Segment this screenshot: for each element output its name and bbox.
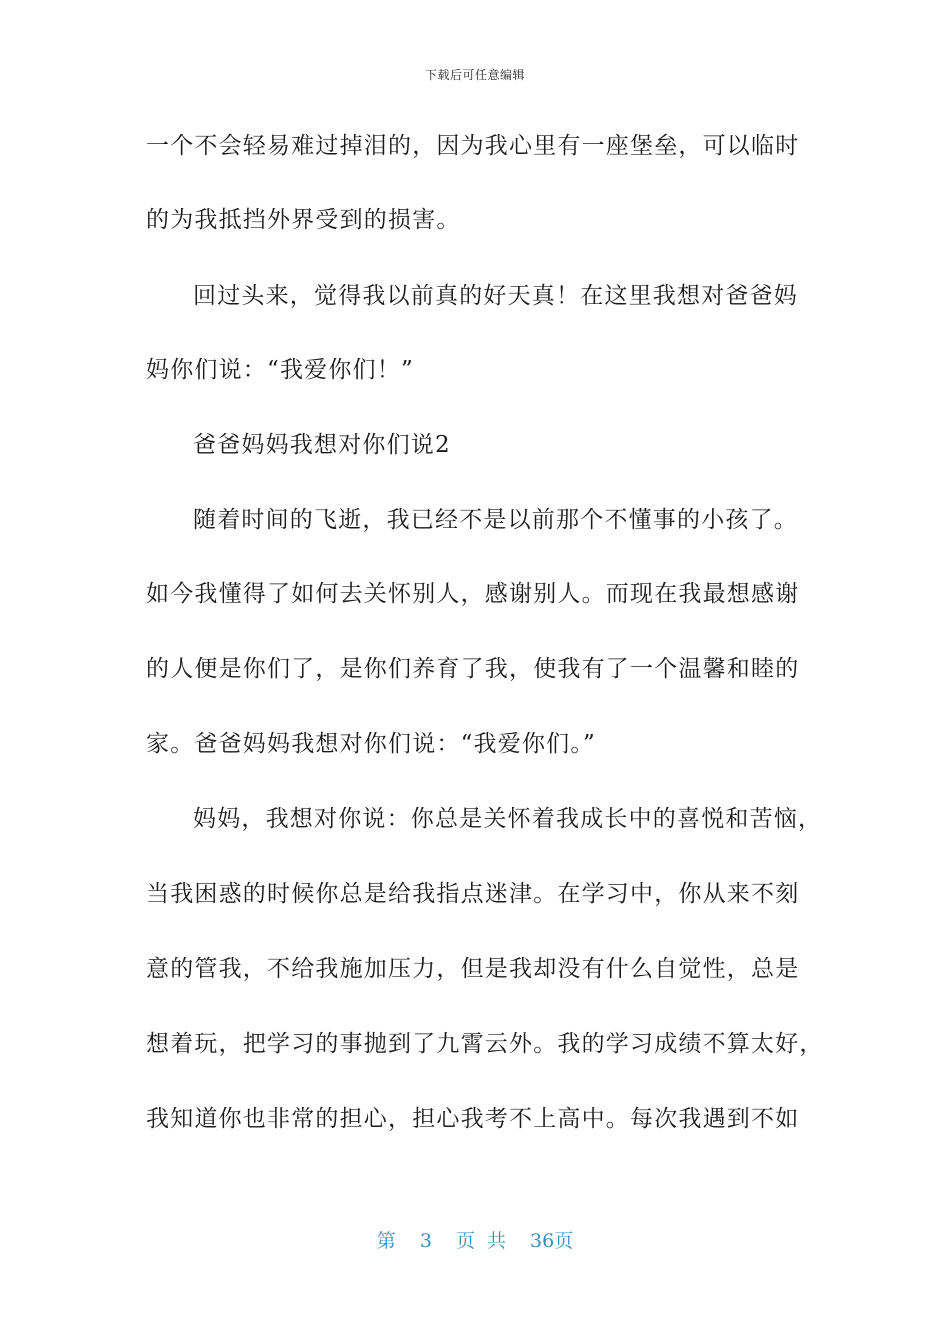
body-line: 的为我抵挡外界受到的损害。	[146, 207, 461, 233]
body-line: 如今我懂得了如何去关怀别人，感谢别人。而现在我最想感谢	[146, 581, 800, 607]
page-footer	[0, 1226, 950, 1253]
body-line: 回过头来，觉得我以前真的好天真！在这里我想对爸爸妈	[193, 283, 798, 309]
body-line: 我知道你也非常的担心，担心我考不上高中。每次我遇到不如	[146, 1106, 800, 1132]
body-line: 妈你们说：“我爱你们！”	[146, 357, 414, 383]
body-line: 家。爸爸妈妈我想对你们说：“我爱你们。”	[146, 731, 597, 757]
footer-prefix: 第	[376, 1230, 396, 1252]
section-title: 爸爸妈妈我想对你们说2	[193, 432, 451, 458]
footer-page-number: 3	[419, 1230, 432, 1252]
body-line: 当我困惑的时候你总是给我指点迷津。在学习中，你从来不刻	[146, 881, 800, 907]
body-line: 意的管我，不给我施加压力，但是我却没有什么自觉性，总是	[146, 956, 800, 982]
footer-total-pages: 36页	[530, 1230, 574, 1252]
footer-middle: 页 共	[455, 1230, 506, 1252]
body-line: 想着玩，把学习的事抛到了九霄云外。我的学习成绩不算太好，	[146, 1031, 824, 1057]
body-line: 随着时间的飞逝，我已经不是以前那个不懂事的小孩了。	[193, 507, 798, 533]
page-header: 下载后可任意编辑	[424, 68, 525, 82]
body-line: 的人便是你们了，是你们养育了我，使我有了一个温馨和睦的	[146, 656, 800, 682]
body-line: 妈妈，我想对你说：你总是关怀着我成长中的喜悦和苦恼，	[193, 806, 823, 832]
body-line: 一个不会轻易难过掉泪的，因为我心里有一座堡垒，可以临时	[146, 133, 800, 159]
